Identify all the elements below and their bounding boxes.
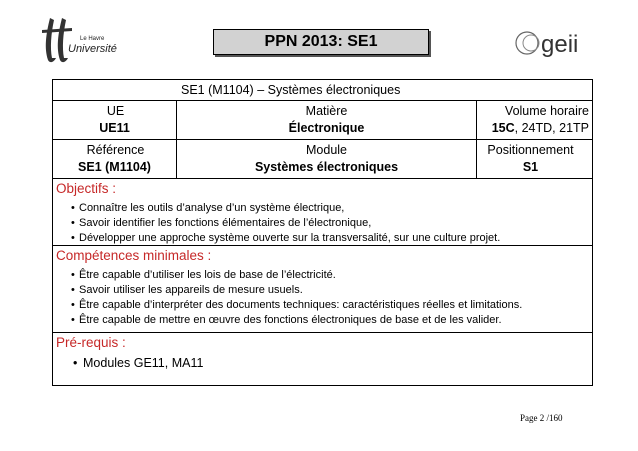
table-row-ue [53,101,592,140]
heading-text: SE1 (M1104) – Systèmes électroniques [181,83,401,97]
list-item: • Être capable d’utiliser les lois de base de l’électricité. [53,268,522,283]
universite-le-havre-logo [38,14,128,66]
list-item: • Être capable d’interpréter des documents techniques: caractéristiques réelles et limitations. [53,298,522,313]
cell-module: Module Systèmes électroniques [177,140,477,178]
list-item: • Être capable de mettre en œuvre des fonctions électroniques de base et de les valider. [53,313,522,328]
cell-positionnement: Positionnement S1 [487,143,574,174]
module-sheet [52,79,593,386]
cell-ue: UE UE11 [53,101,177,139]
svg-text:Le Havre: Le Havre [80,36,105,42]
list-item: • Modules GE11, MA11 [53,355,203,371]
cell-volume-horaire: Volume horaire 15C, 24TD, 21TP [491,104,589,135]
prerequis-title: Pré-requis : [56,335,126,350]
svg-text:geii: geii [541,31,579,58]
cell-reference: Référence SE1 (M1104) [53,140,177,178]
list-item: • Connaître les outils d’analyse d’un système électrique, [53,201,500,216]
cell-matiere: Matière Électronique [177,101,477,139]
competences-list [53,268,522,328]
table-heading [53,80,592,101]
competences-title: Compétences minimales : [56,248,212,263]
page-number: Page 2 /160 [520,413,563,423]
list-item: • Développer une approche système ouverte sur la transversalité, sur une culture projet. [53,231,500,246]
geii-logo [515,26,605,60]
objectifs-title: Objectifs : [56,181,117,196]
competences-section [53,246,592,333]
objectifs-list [53,201,500,246]
list-item: • Savoir utiliser les appareils de mesure usuels. [53,283,522,298]
prerequis-list [53,355,203,371]
objectifs-section [53,179,592,246]
svg-text:Université: Université [68,43,117,55]
page-title: PPN 2013: SE1 [213,29,429,55]
table-row-reference [53,140,592,179]
prerequis-section [53,333,592,385]
list-item: • Savoir identifier les fonctions élémentaires de l’électronique, [53,216,500,231]
